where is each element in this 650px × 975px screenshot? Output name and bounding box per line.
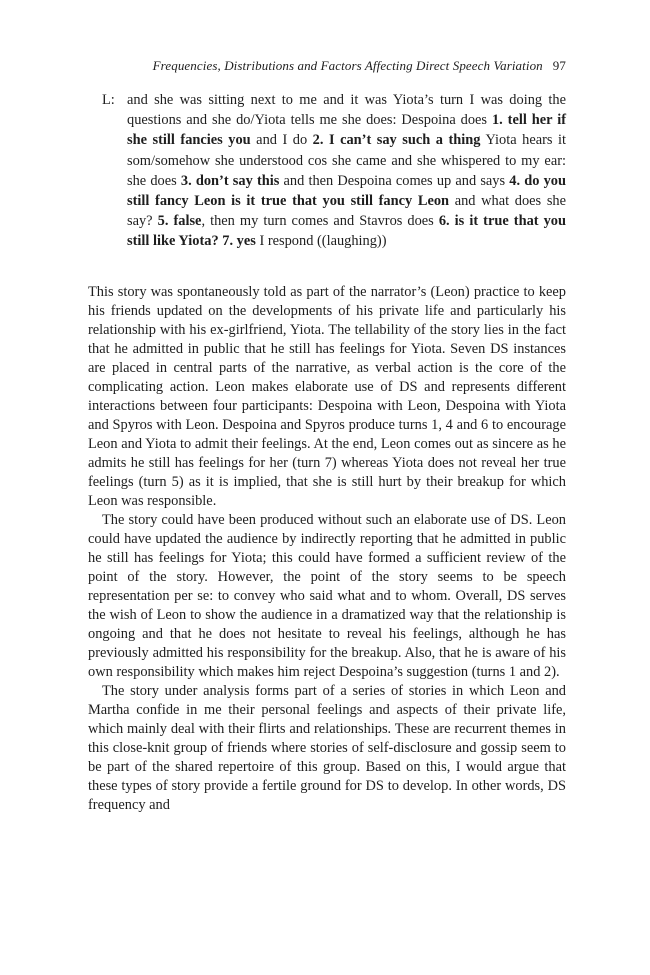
ds-turn-4: 4. do you still fancy Leon is it true that you still fancy Leon bbox=[127, 172, 566, 210]
ds-turn-2: 2. I can’t say such a thing bbox=[312, 132, 481, 149]
utterance-segment: , then my turn comes and Stavros does bbox=[201, 213, 439, 230]
paragraph: The story under analysis forms part of a series of stories in which Leon and Martha confide in me their personal feelings and aspects of their private life, which mainly deal with their flirts and relationships. These are recurrent themes in this close-knit group of friends where stories of self-disclosure and gossip seem to be part of the shared repertoire of this group. Based on this, I would argue that these types of story provide a fertile ground for DS to develop. In other words, DS frequency and bbox=[88, 683, 566, 813]
utterance-segment: Yiota hears it som/somehow she understood cos she came and she whispered to my ear: she does bbox=[127, 132, 566, 189]
utterance-segment: and I do bbox=[250, 132, 313, 149]
utterance-segment: and then Despoina comes up and says bbox=[279, 172, 510, 189]
ds-turn-1: 1. tell her if she still fancies you bbox=[127, 112, 566, 149]
ds-turn-5: 5. false bbox=[157, 213, 202, 230]
page-number: 97 bbox=[552, 58, 566, 73]
ds-turn-3: 3. don’t say this bbox=[180, 172, 280, 189]
paragraph: This story was spontaneously told as part of the narrator’s (Leon) practice to keep his friends updated on the developments of his private life and particularly his relationship with his ex-girlfriend, Yiota. The tellability of the story lies in the fact that he admitted in public that he still has feelings for Yiota. Seven DS instances are placed in central parts of the narrative, as verbal action is the core of the complicating action. Leon makes elaborate use of DS and represents different interactions between four participants: Despoina with Leon, Despoina with Yiota and Spyros with Leon. Despoina and Spyros produce turns 1, 4 and 6 to encourage Leon and Yiota to admit their feelings. At the end, Leon comes out as sincere as he admits he still has feelings for her (turn 7) whereas Yiota does not reveal her true feelings (turn 5) as it is implied, that she is still hurt by their breakup for which Leon was responsible. bbox=[88, 284, 566, 509]
utterance-segment: and she was sitting next to me and it was Yiota’s turn I was doing the questions and she do/Yiota tells me she does: Despoina does bbox=[127, 92, 566, 129]
running-head-title: Frequencies, Distributions and Factors Affecting Direct Speech Variation bbox=[152, 58, 543, 73]
utterance-segment: and what does she say? bbox=[127, 193, 567, 230]
body-text bbox=[88, 283, 566, 815]
speaker-label: L: bbox=[102, 92, 115, 108]
ds-turn-6-7: 6. is it true that you still like Yiota? 7. yes bbox=[127, 213, 566, 250]
paragraph: The story could have been produced without such an elaborate use of DS. Leon could have updated the audience by indirectly reporting that he admitted in public he still has feelings for Yiota; this could have formed a sufficient review of the point of the story. However, the point of the story seems to be speech representation per se: to convey who said what and to whom. Overall, DS serves the wish of Leon to show the audience in a dramatized way that the relationship is ongoing and that he does not hesitate to reveal his feelings, although he has previously admitted his responsibility for the breakup. Also, that he is aware of his own responsibility which makes him reject Despoina’s suggestion (turns 1 and 2). bbox=[88, 512, 566, 680]
speaker-utterance bbox=[127, 90, 566, 252]
running-head bbox=[88, 58, 566, 74]
utterance-segment: I respond ((laughing)) bbox=[255, 233, 387, 250]
transcript-excerpt bbox=[102, 90, 566, 252]
